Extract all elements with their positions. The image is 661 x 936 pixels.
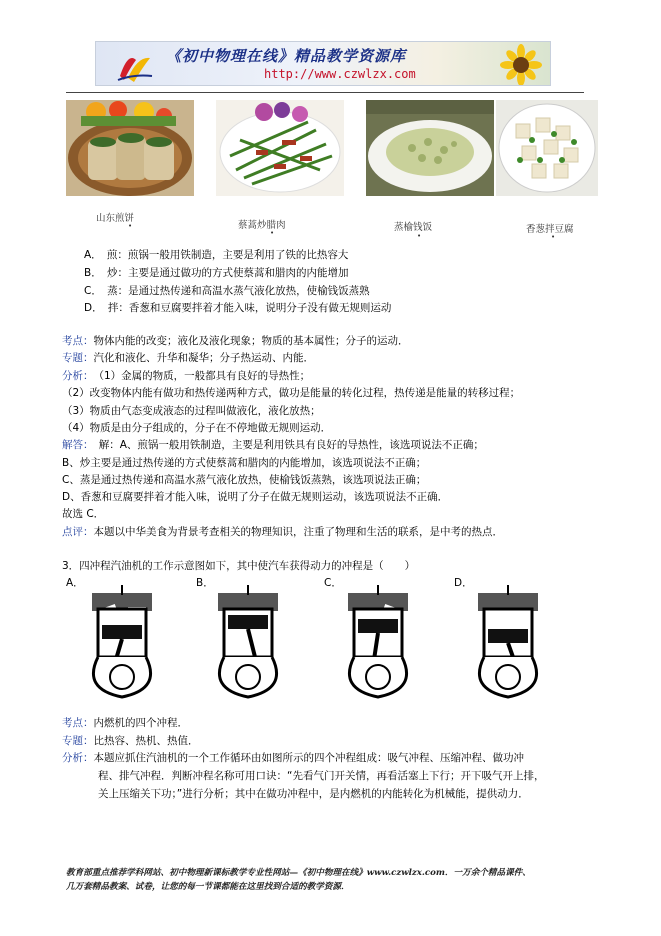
dianping-text: 本题以中华美食为背景考查相关的物理知识，注重了物理和生活的联系，是中考的热点． [93, 526, 503, 538]
engine-diagram-a [82, 585, 162, 701]
fenxi-line: （2）改变物体内能有做功和热传递两种方式，做功是能量的转化过程，热传递是能量的转移过程； [62, 387, 521, 399]
photo-caption: 山东煎饼 [96, 213, 135, 224]
header-banner [95, 41, 551, 86]
kaodian-text: 物体内能的改变；液化及液化现象；物质的基本属性；分子的运动． [93, 335, 409, 347]
header-rule [66, 92, 584, 93]
stir-fry-photo [216, 100, 344, 196]
q3-kaodian [62, 716, 188, 730]
caption-marker: • [270, 229, 275, 237]
q3-option-label: D． [454, 577, 473, 589]
fenxi-label: 分析： [62, 752, 94, 764]
caption-marker: • [128, 222, 133, 230]
steamed-rice-photo [366, 100, 494, 196]
jieda-line: D、香葱和豆腐要拌着才能入味，说明了分子在做无规则运动，该选项说法不正确． [62, 491, 449, 503]
jieda-line: B、炒主要是通过热传递的方式使蔡蒿和腊肉的内能增加，该选项说法不正确； [62, 457, 427, 469]
site-url[interactable]: http://www.czwlzx.com [264, 67, 416, 81]
q2-dianping [62, 525, 503, 539]
photo-caption: 蔡蒿炒腊肉 [238, 220, 286, 231]
fenxi-line: 程、排气冲程．判断冲程名称可用口诀：“先看气门开关情，再看活塞上下行；开下吸气开上排， [98, 770, 545, 782]
footer-line: 教育部重点推荐学科网站、初中物理新课标教学专业性网站—《初中物理在线》www.czwlzx.com．一万余个精品课件、 [66, 868, 531, 878]
pancake-rolls-photo [66, 100, 194, 196]
q3-question: 3．四冲程汽油机的工作示意图如下，其中使汽车获得动力的冲程是（ ） [62, 560, 416, 572]
jieda-label: 解答： [62, 439, 89, 451]
q2-zhuanti [62, 351, 314, 365]
engine-diagram-d [468, 585, 548, 701]
jieda-line: 故选 C． [62, 508, 105, 520]
kaodian-label: 考点： [62, 717, 94, 729]
zhuanti-text: 比热容、热机、热值． [93, 735, 199, 747]
engine-diagram-c [338, 585, 418, 701]
photo-caption: 香葱拌豆腐 [526, 224, 574, 235]
option-c: C． 蒸：是通过热传递和高温水蒸气液化放热，使榆钱饭蒸熟 [84, 285, 370, 297]
q3-fenxi [62, 751, 524, 765]
q2-fenxi [62, 369, 310, 383]
fenxi-text: 本题应抓住汽油机的一个工作循环由如图所示的四个冲程组成：吸气冲程、压缩冲程、做功冲 [93, 752, 524, 764]
site-title: 《初中物理在线》精品教学资源库 [166, 47, 407, 65]
fenxi-line: （4）物质是由分子组成的，分子在不停地做无规则运动． [62, 422, 332, 434]
caption-marker: • [417, 232, 422, 240]
caption-marker: • [551, 233, 556, 241]
q3-option-label: C． [324, 577, 342, 589]
fenxi-label: 分析： [62, 370, 89, 382]
zhuanti-text: 汽化和液化、升华和凝华；分子热运动、内能． [93, 352, 314, 364]
zhuanti-label: 专题： [62, 735, 94, 747]
fenxi-line: 关上压缩关下功；”进行分析；其中在做功冲程中，是内燃机的内能转化为机械能，提供动力． [98, 788, 529, 800]
footer-line: 几万套精品教案、试卷，让您的每一节课都能在这里找到合适的教学资源． [66, 882, 350, 892]
kaodian-text: 内燃机的四个冲程． [93, 717, 188, 729]
q3-option-label: A． [66, 577, 84, 589]
kaodian-label: 考点： [62, 335, 94, 347]
photo-caption: 蒸榆钱饭 [394, 222, 433, 233]
q3-zhuanti [62, 734, 199, 748]
zhuanti-label: 专题： [62, 352, 94, 364]
option-a: A． 煎：煎锅一般用铁制造，主要是利用了铁的比热容大 [84, 249, 349, 261]
engine-diagram-b [208, 585, 288, 701]
tofu-scallion-photo [496, 100, 624, 196]
jieda-line: C、蒸是通过热传递和高温水蒸气液化放热，使榆钱饭蒸熟，该选项说法正确； [62, 474, 427, 486]
option-b: B． 炒：主要是通过做功的方式使蔡蒿和腊肉的内能增加 [84, 267, 349, 279]
q2-kaodian [62, 334, 409, 348]
q2-jieda [62, 438, 484, 452]
site-logo-icon [114, 46, 154, 84]
fenxi-text: （1）金属的物质，一般都具有良好的导热性； [88, 370, 311, 382]
q3-option-label: B． [196, 577, 214, 589]
sunflower-icon [500, 44, 542, 86]
dianping-label: 点评： [62, 526, 94, 538]
option-d: D． 拌：香葱和豆腐要拌着才能入味，说明分子没有做无规则运动 [84, 302, 392, 314]
fenxi-line: （3）物质由气态变成液态的过程叫做液化，液化放热； [62, 405, 321, 417]
jieda-text: 解：A、煎锅一般用铁制造，主要是利用铁具有良好的导热性，该选项说法不正确； [88, 439, 484, 451]
